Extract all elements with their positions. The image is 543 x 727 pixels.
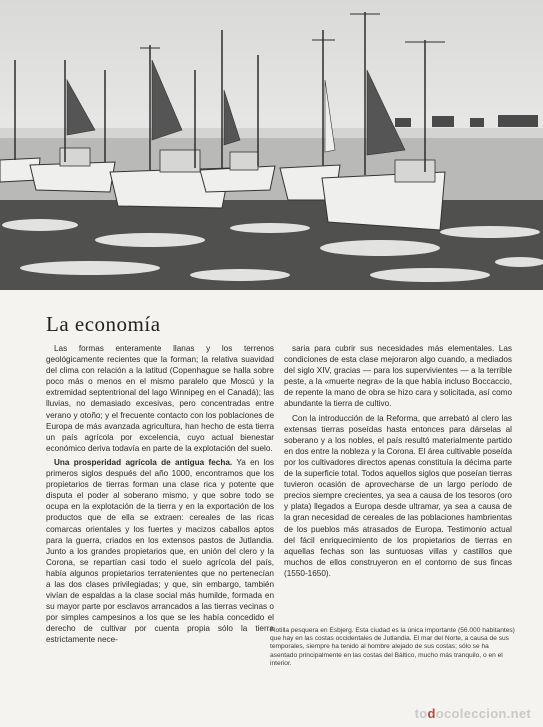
- paragraph: Con la introducción de la Reforma, que arrebató al clero las extensas tierras poseídas hasta entonces para dárselas al soberano y a los nobles, el país resultó materialmente partido en dos entre la nobleza y la Corona. El área cultivable poseída por los cultivadores directos apenas constituía la décima parte de la superficie total. Todos aquellos siglos que poseían tierras tuvieron ocasión de aprovecharse de un largo período de precios siempre crecientes, ya sea a causa de los tesoros (oro y plata) llegados a Europa desde ultramar, ya sea a causa de la gran necesidad de cereales de las poblaciones hambrientas de los pueblos más atrasados de Europa. Testimonio actual del fácil enriquecimiento de los propietarios de tierras en aquellas fechas son las suntuosas villas y castillos que muchos de ellos construyeron en el contorno de sus fincas (1550-1650).: [284, 413, 512, 578]
- right-column: [284, 343, 512, 582]
- photo-caption: Flotilla pesquera en Esbjerg. Esta ciudad es la única importante (56.000 habitantes) que hay en las costas occidentales de Jutlandia. El mar del Norte, a causa de sus temporales, siempre ha tenido al hombre alejado de sus costas; sólo se ha asentado principalmente en las costas del Báltico, mucho más tranquilo, o en el interior.: [270, 627, 515, 667]
- paragraph-body: Ya en los primeros siglos después del año 1000, encontramos que los propietarios de tierras forman una clase rica y potente que disputa el poder al soberano mismo, y que sobre todo se ocupa en la explotación de la tierra y en la exportación de los productos que de ella se extraen: cereales de las ricas comarcas orientales y los fuertes y macizos caballos aptos para la guerra, criados en los extensos pastos de Jutlandia. Junto a los grandes propietarios que, en unión del clero y la Corona, se repartían casi todo el suelo agrícola del país, había algunos propietarios terratenientes que no pertenecían a las dos clases privilegiadas; y que, sin embargo, también vivían de espaldas a la clase social más humilde, formada en su mayor parte por esclavos arrancados a las tierras vecinas o por simples campesinos a los que se les había concedido el derecho de cultivar por cuenta propia sólo la tierra estrictamente nece-: [46, 457, 274, 645]
- watermark-prefix: to: [414, 706, 428, 721]
- paragraph: saria para cubrir sus necesidades más elementales. Las condiciones de esta clase mejoraron algo cuando, a mediados del siglo XIV, gracias — para los supervivientes — a la terrible peste, a la «muerte negra» de la que había incluso Boccaccio, de repente la mano de obra se hizo cara y solicitada, así como abundante la tierra de cultivo.: [284, 344, 512, 409]
- section-title: La economía: [46, 312, 161, 336]
- left-column: [46, 343, 274, 649]
- paragraph: Las formas enteramente llanas y los terrenos geológicamente recientes que la forman; la relativa suavidad del clima con relación a la latitud (Copenhague se halla sobre poco más o menos en el mismo paralelo que Moscú y la extremidad septentrional del lago Winnipeg en el Canadá); las lluvias, no demasiado excesivas, pero concentradas entre verano y otoño; y el frecuente contacto con los poblaciones de Europa de más avanzada agricultura, han hecho de esta tierra un país agrícola por excelencia, cuyo actual bienestar económico deriva todavía en parte de la explotación del suelo.: [46, 344, 274, 453]
- paragraph: [46, 457, 274, 646]
- fishing-boats-photo-icon: [0, 0, 543, 290]
- paragraph-lead: Una prosperidad agrícola de antigua fecha.: [54, 457, 233, 467]
- watermark-suffix: ocoleccion.net: [435, 706, 531, 721]
- watermark: [415, 706, 531, 721]
- watermark-accent: d: [427, 706, 436, 721]
- fishing-fleet-photo: [0, 0, 543, 290]
